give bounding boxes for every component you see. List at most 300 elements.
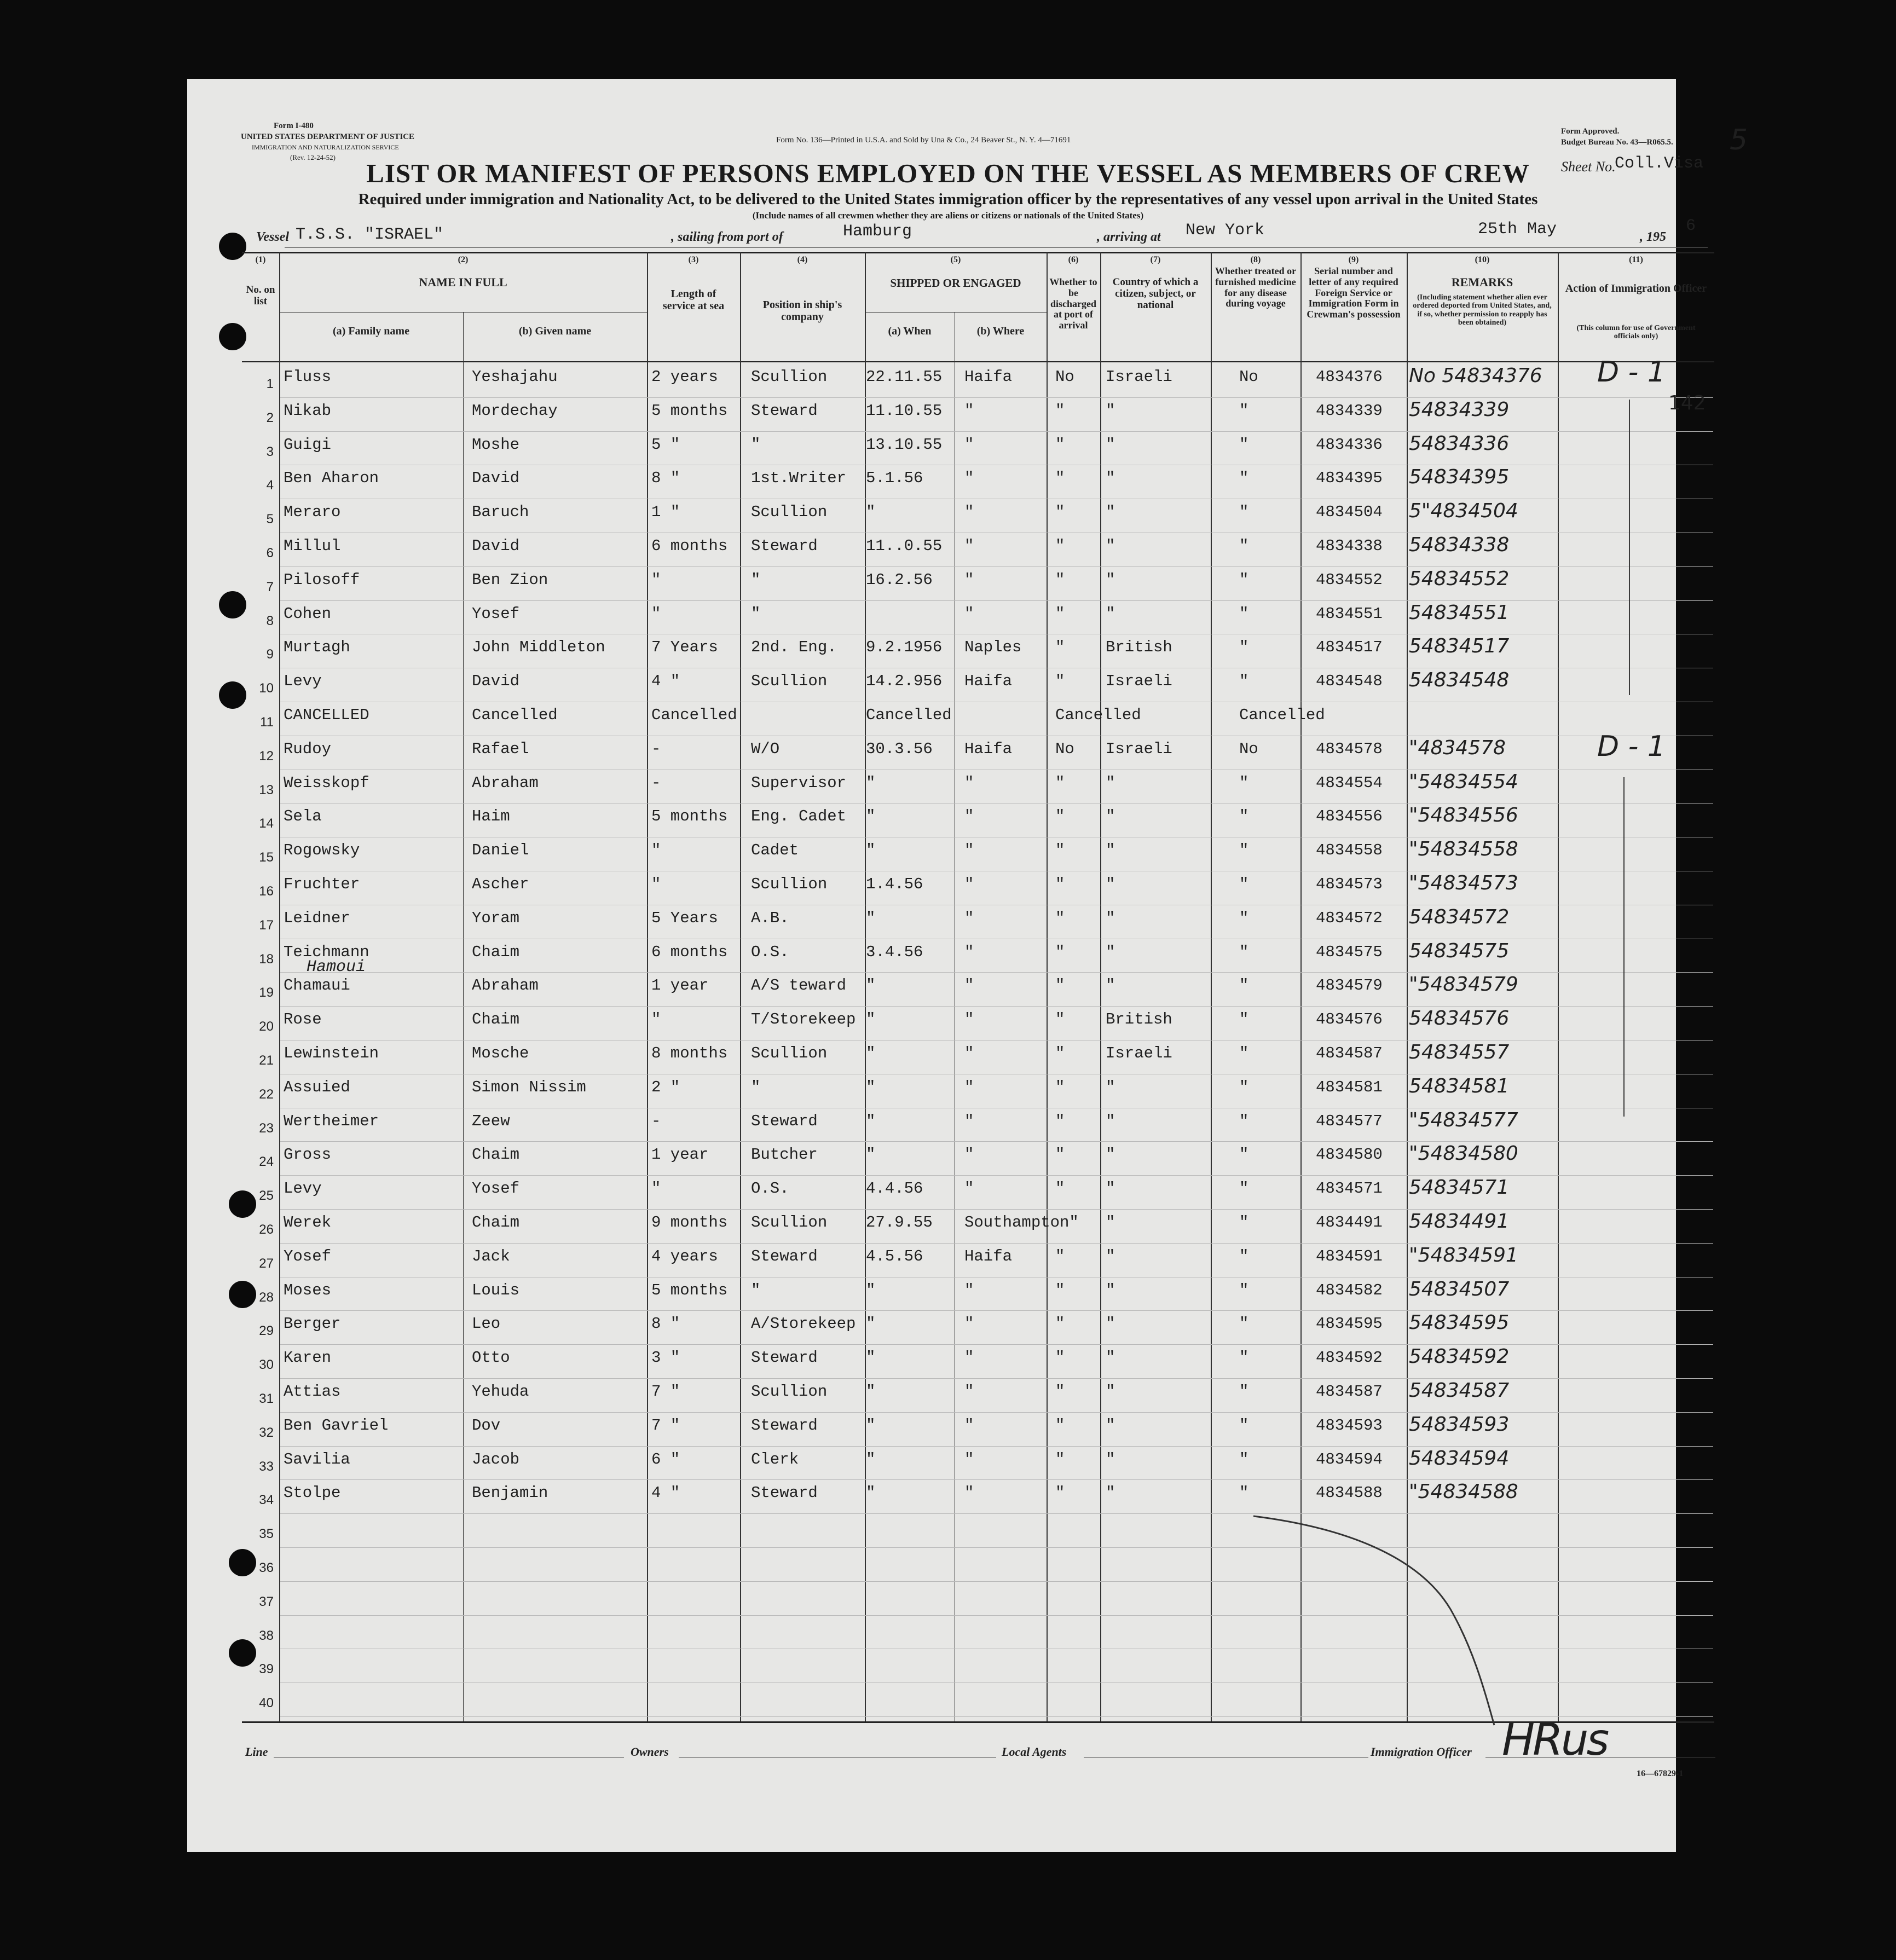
row-number: 23 <box>259 1120 274 1136</box>
family-name-cell: Ben Aharon <box>284 469 379 488</box>
row-number: 21 <box>259 1053 274 1068</box>
remarks-cell: "54834558 <box>1409 838 1518 861</box>
given-name-cell: Mosche <box>472 1044 529 1062</box>
country-cell: " <box>1106 1247 1115 1265</box>
family-name-cell: Ben Gavriel <box>284 1416 389 1435</box>
service-cell: " <box>651 841 661 860</box>
service-cell: 4 years <box>651 1247 718 1265</box>
officer-count-mark: 142 <box>1668 392 1706 414</box>
col-header-shipped: SHIPPED OR ENGAGED <box>890 276 1021 290</box>
serial-cell: 4834504 <box>1316 503 1383 522</box>
sailing-label: , sailing from port of <box>671 230 783 244</box>
discharge-cell: No <box>1055 739 1074 758</box>
shipped-when-cell: 14.2.956 <box>866 672 943 691</box>
given-name-cell: Yosef <box>472 1180 520 1198</box>
row-rule <box>280 566 1713 567</box>
col-header-name: NAME IN FULL <box>419 275 507 289</box>
service-cell: 4 " <box>651 1484 680 1502</box>
country-cell: " <box>1106 841 1115 860</box>
discharge-cell: " <box>1055 1247 1065 1265</box>
row-rule <box>280 1175 1713 1176</box>
remarks-cell: "54834580 <box>1409 1142 1518 1165</box>
empty-row-number: 40 <box>259 1696 274 1711</box>
col-header-officer-note: (This column for use of Government officials only) <box>1576 324 1696 341</box>
family-name-cell: Leidner <box>284 909 350 927</box>
row-number: 34 <box>259 1493 274 1508</box>
row-number: 14 <box>259 816 274 831</box>
position-cell: Scullion <box>751 1213 828 1231</box>
shipped-where-cell: " <box>964 469 974 488</box>
position-cell: Steward <box>751 1484 818 1502</box>
service-cell: - <box>651 1112 661 1130</box>
discharge-cell: " <box>1055 1010 1065 1029</box>
remarks-cell: 54834395 <box>1409 466 1510 489</box>
remarks-cell: 54834594 <box>1409 1447 1510 1470</box>
voyage-underline <box>285 247 1708 248</box>
officer-bracket-line <box>1629 400 1630 695</box>
medicine-cell: " <box>1239 841 1249 860</box>
given-name-cell: Otto <box>472 1349 510 1367</box>
shipped-when-cell: " <box>866 1416 876 1435</box>
binder-hole <box>219 681 246 709</box>
form-id: Form I-480 <box>274 122 314 130</box>
country-cell: " <box>1106 909 1115 927</box>
empty-row-number: 37 <box>259 1594 274 1609</box>
remarks-cell: 54834592 <box>1409 1345 1510 1368</box>
serial-cell: 4834491 <box>1316 1213 1383 1231</box>
shipped-when-cell: " <box>866 1044 876 1062</box>
serial-cell: 4834580 <box>1316 1146 1383 1164</box>
position-cell: Eng. Cadet <box>751 807 847 826</box>
discharge-cell: " <box>1055 638 1065 657</box>
col-header-medicine: Whether treated or furnished medicine for any disease during voyage <box>1215 265 1297 309</box>
row-number: 24 <box>259 1154 274 1170</box>
country-cell: " <box>1106 807 1115 826</box>
shipped-when-cell: " <box>866 1450 876 1468</box>
vessel-name: T.S.S. "ISRAEL" <box>296 226 444 244</box>
country-cell: " <box>1106 1112 1115 1130</box>
position-cell: " <box>751 1078 761 1096</box>
row-number: 12 <box>259 748 274 764</box>
given-name-cell: Chaim <box>472 1213 520 1231</box>
serial-cell: 4834595 <box>1316 1315 1383 1333</box>
country-cell: " <box>1106 1484 1115 1502</box>
family-name-cell: CANCELLED <box>284 706 369 724</box>
position-cell: 2nd. Eng. <box>751 638 837 657</box>
col-number-label: (7) <box>1150 255 1161 264</box>
remarks-cell: 54834575 <box>1409 939 1510 962</box>
remarks-cell: 54834491 <box>1409 1210 1510 1233</box>
serial-cell: 4834556 <box>1316 807 1383 826</box>
medicine-cell: " <box>1239 1281 1249 1299</box>
given-name-cell: Chaim <box>472 1146 520 1164</box>
shipped-where-cell: " <box>964 1078 974 1096</box>
remarks-cell: No 54834376 <box>1409 365 1542 387</box>
discharge-cell: " <box>1055 841 1065 860</box>
given-name-cell: Chaim <box>472 1010 520 1029</box>
country-cell: Israeli <box>1106 739 1172 758</box>
col-header-where: (b) Where <box>976 325 1025 337</box>
port-from: Hamburg <box>843 222 912 241</box>
serial-cell: 4834517 <box>1316 638 1383 657</box>
position-cell: Cadet <box>751 841 799 860</box>
service-cell: 2 " <box>651 1078 680 1096</box>
medicine-cell: " <box>1239 503 1249 522</box>
family-name-cell: Wertheimer <box>284 1112 379 1130</box>
medicine-cell: " <box>1239 1112 1249 1130</box>
row-rule <box>280 1141 1713 1142</box>
col-header-family-name: (a) Family name <box>333 325 409 337</box>
medicine-cell: " <box>1239 672 1249 691</box>
shipped-when-cell: Cancelled <box>866 706 952 724</box>
family-name-cell: Savilia <box>284 1450 350 1468</box>
family-name-cell: Moses <box>284 1281 332 1299</box>
country-cell: Israeli <box>1106 368 1172 386</box>
family-name-cell: Fluss <box>284 368 332 386</box>
col-divider <box>1211 252 1212 1721</box>
row-rule <box>280 972 1713 973</box>
row-number: 5 <box>266 512 274 527</box>
row-rule <box>280 397 1713 398</box>
row-number: 3 <box>266 444 274 459</box>
country-cell: British <box>1106 1010 1172 1029</box>
position-cell: 1st.Writer <box>751 469 847 488</box>
family-name-cell: Millul <box>284 537 341 555</box>
officer-bracket-line <box>1623 777 1625 1117</box>
family-name-cell: Nikab <box>284 401 332 420</box>
given-name-cell: John Middleton <box>472 638 605 657</box>
col-divider <box>1100 252 1101 1721</box>
service-cell: 8 " <box>651 469 680 488</box>
remarks-cell: "54834577 <box>1409 1108 1518 1131</box>
remarks-cell: 54834572 <box>1409 905 1510 928</box>
row-number: 25 <box>259 1188 274 1204</box>
discharge-cell: " <box>1055 604 1065 623</box>
family-name-cell: Karen <box>284 1349 332 1367</box>
row-rule <box>280 1446 1713 1447</box>
col-number-label: (11) <box>1629 255 1643 264</box>
service-cell: 8 " <box>651 1315 680 1333</box>
family-name-cell: Yosef <box>284 1247 332 1265</box>
discharge-cell: " <box>1055 435 1065 454</box>
shipped-where-cell: " <box>964 1112 974 1130</box>
row-number: 33 <box>259 1459 274 1474</box>
serial-cell: 4834577 <box>1316 1112 1383 1130</box>
shipped-when-cell: 9.2.1956 <box>866 638 943 657</box>
country-cell: " <box>1106 1281 1115 1299</box>
shipped-where-cell: Naples <box>964 638 1022 657</box>
serial-cell: 4834571 <box>1316 1180 1383 1198</box>
discharge-cell: " <box>1055 1416 1065 1435</box>
discharge-cell: " <box>1055 807 1065 826</box>
vessel-label: Vessel <box>256 230 289 244</box>
shipped-when-cell: 13.10.55 <box>866 435 943 454</box>
shipped-where-cell: Haifa <box>964 1247 1013 1265</box>
family-name-cell: Murtagh <box>284 638 350 657</box>
medicine-cell: " <box>1239 638 1249 657</box>
shipped-when-cell: " <box>866 1078 876 1096</box>
shipped-when-cell: " <box>866 1281 876 1299</box>
medicine-cell: " <box>1239 570 1249 589</box>
col-number-label: (4) <box>797 255 808 264</box>
service-cell: " <box>651 875 661 893</box>
serial-cell: 4834588 <box>1316 1484 1383 1502</box>
position-cell: O.S. <box>751 943 789 961</box>
country-cell: " <box>1106 1349 1115 1367</box>
shipped-where-cell: " <box>964 1416 974 1435</box>
shipped-where-cell: " <box>964 1484 974 1502</box>
sheet-label: Sheet No. <box>1561 159 1616 175</box>
family-name-cell: Levy <box>284 1180 322 1198</box>
position-cell: Clerk <box>751 1450 799 1468</box>
service-cell: " <box>651 1180 661 1198</box>
remarks-cell: 54834581 <box>1409 1074 1510 1097</box>
remarks-cell: "4834578 <box>1409 736 1506 759</box>
service-cell: " <box>651 570 661 589</box>
medicine-cell: No <box>1239 739 1258 758</box>
row-rule <box>280 1412 1713 1413</box>
given-name-cell: Daniel <box>472 841 529 860</box>
shipped-where-cell: " <box>964 570 974 589</box>
shipped-when-cell: " <box>866 1484 876 1502</box>
shipped-when-cell: " <box>866 841 876 860</box>
country-cell: " <box>1106 401 1115 420</box>
row-rule <box>280 1310 1713 1311</box>
form-revision: (Rev. 12-24-52) <box>290 153 336 161</box>
remarks-cell: 54834548 <box>1409 669 1510 692</box>
discharge-cell: " <box>1055 503 1065 522</box>
remarks-cell: 54834576 <box>1409 1007 1510 1030</box>
service-cell: 5 months <box>651 807 728 826</box>
given-name-cell: David <box>472 469 520 488</box>
col-number-label: (5) <box>950 255 961 264</box>
shipped-when-cell: " <box>866 1315 876 1333</box>
service-cell: " <box>651 604 661 623</box>
col-number-label: (6) <box>1068 255 1079 264</box>
medicine-cell: " <box>1239 773 1249 792</box>
remarks-cell: 54834551 <box>1409 601 1510 624</box>
row-number: 22 <box>259 1086 274 1102</box>
serial-cell: 4834552 <box>1316 570 1383 589</box>
col-header-discharged: Whether to be discharged at port of arrival <box>1049 276 1097 331</box>
given-name-cell: Yehuda <box>472 1383 529 1401</box>
manifest-subtitle: Required under immigration and Nationality Act, to be delivered to the United States immigration officer by the representatives of any vessel upon arrival in the United States <box>358 190 1538 208</box>
given-name-cell: Rafael <box>472 739 529 758</box>
family-name-cell: Assuied <box>284 1078 350 1096</box>
manifest-title: LIST OR MANIFEST OF PERSONS EMPLOYED ON THE VESSEL AS MEMBERS OF CREW <box>366 158 1530 188</box>
family-name-cell: Teichmann <box>284 943 369 961</box>
medicine-cell: " <box>1239 1044 1249 1062</box>
medicine-cell: " <box>1239 604 1249 623</box>
discharge-cell: " <box>1055 1383 1065 1401</box>
serial-cell: 4834578 <box>1316 739 1383 758</box>
family-name-cell: Pilosoff <box>284 570 360 589</box>
col-divider <box>1300 252 1302 1721</box>
discharge-cell: " <box>1055 1349 1065 1367</box>
serial-cell: 4834579 <box>1316 976 1383 995</box>
service-cell: 7 Years <box>651 638 718 657</box>
family-name-cell: Cohen <box>284 604 332 623</box>
given-name-cell: Yoram <box>472 909 520 927</box>
shipped-where-cell: " <box>964 773 974 792</box>
remarks-cell: "54834591 <box>1409 1244 1518 1267</box>
given-name-cell: Jacob <box>472 1450 520 1468</box>
remarks-cell: "54834554 <box>1409 770 1518 793</box>
family-name-cell: Weisskopf <box>284 773 369 792</box>
shipped-when-cell: " <box>866 1349 876 1367</box>
service-cell: 7 " <box>651 1383 680 1401</box>
row-number: 13 <box>259 782 274 797</box>
family-name-cell: Attias <box>284 1383 341 1401</box>
medicine-cell: " <box>1239 1416 1249 1435</box>
binder-hole <box>219 591 246 618</box>
family-name-cell: Berger <box>284 1315 341 1333</box>
service-cell: - <box>651 773 661 792</box>
shipped-when-cell: " <box>866 976 876 995</box>
row-rule <box>280 1006 1713 1007</box>
country-cell: " <box>1106 1416 1115 1435</box>
discharge-cell: Cancelled <box>1055 706 1141 724</box>
shipped-when-cell: 30.3.56 <box>866 739 933 758</box>
country-cell: " <box>1106 1146 1115 1164</box>
remarks-cell: 54834336 <box>1409 432 1510 455</box>
shipped-where-cell: Southampton" <box>964 1213 1079 1231</box>
service-cell: 5 " <box>651 435 680 454</box>
remarks-cell: 54834339 <box>1409 398 1510 421</box>
shipped-when-cell: " <box>866 773 876 792</box>
given-name-cell: Ascher <box>472 875 529 893</box>
row-number: 4 <box>266 478 274 493</box>
discharge-cell: " <box>1055 1078 1065 1096</box>
medicine-cell: " <box>1239 1450 1249 1468</box>
col-number-label: (1) <box>255 255 266 264</box>
shipped-where-cell: " <box>964 401 974 420</box>
position-cell: Scullion <box>751 1044 828 1062</box>
footer-officer-label: Immigration Officer <box>1371 1745 1472 1759</box>
serial-cell: 4834376 <box>1316 368 1383 386</box>
serial-cell: 4834554 <box>1316 773 1383 792</box>
country-cell: " <box>1106 570 1115 589</box>
service-cell: " <box>651 1010 661 1029</box>
service-cell: 5 months <box>651 401 728 420</box>
manifest-note: (Include names of all crewmen whether they are aliens or citizens or nationals of the United States) <box>752 210 1144 221</box>
medicine-cell: " <box>1239 1349 1249 1367</box>
col-header-remarks: REMARKS <box>1451 275 1513 289</box>
medicine-cell: " <box>1239 1010 1249 1029</box>
row-number: 6 <box>266 546 274 560</box>
medicine-cell: " <box>1239 976 1249 995</box>
medicine-cell: " <box>1239 537 1249 555</box>
given-name-cell: Yeshajahu <box>472 368 558 386</box>
serial-cell: 4834573 <box>1316 875 1383 893</box>
empty-row-number: 39 <box>259 1662 274 1677</box>
medicine-cell: " <box>1239 807 1249 826</box>
given-name-cell: David <box>472 672 520 691</box>
col-number-label: (3) <box>688 255 699 264</box>
shipped-where-cell: " <box>964 976 974 995</box>
serial-cell: 4834338 <box>1316 537 1383 555</box>
remarks-cell: "54834588 <box>1409 1481 1518 1504</box>
serial-cell: 4834551 <box>1316 604 1383 623</box>
col-header-given-name: (b) Given name <box>518 325 592 337</box>
service-name: IMMIGRATION AND NATURALIZATION SERVICE <box>252 143 399 151</box>
col-divider <box>1558 252 1559 1721</box>
row-number: 2 <box>266 410 274 425</box>
shipped-where-cell: " <box>964 943 974 961</box>
col-header-no: No. on list <box>246 284 275 307</box>
position-cell: Scullion <box>751 503 828 522</box>
serial-cell: 4834587 <box>1316 1383 1383 1401</box>
given-name-cell: Simon Nissim <box>472 1078 586 1096</box>
arriving-label: , arriving at <box>1097 230 1161 244</box>
discharge-cell: " <box>1055 1146 1065 1164</box>
remarks-cell: 54834507 <box>1409 1277 1510 1300</box>
col-header-serial: Serial number and letter of any required Foreign Service or Immigration Form in Crewman's possession <box>1307 265 1401 320</box>
family-name-cell: Lewinstein <box>284 1044 379 1062</box>
service-cell: 1 " <box>651 503 680 522</box>
discharge-cell: " <box>1055 909 1065 927</box>
shipped-where-cell: " <box>964 875 974 893</box>
family-name-cell: Werek <box>284 1213 332 1231</box>
service-cell: Cancelled <box>651 706 737 724</box>
discharge-cell: " <box>1055 1484 1065 1502</box>
medicine-cell: " <box>1239 1180 1249 1198</box>
col-header-remarks-note: (Including statement whether alien ever ordered deported from United States, and, if so, whether permission to reapply has been obtained) <box>1413 293 1552 327</box>
service-cell: - <box>651 739 661 758</box>
col-divider <box>1047 252 1048 1721</box>
col-header-position: Position in ship's company <box>762 299 842 323</box>
row-number: 29 <box>259 1323 274 1339</box>
col-divider <box>1407 252 1408 1721</box>
shipped-when-cell: 4.4.56 <box>866 1180 923 1198</box>
given-name-cell: Jack <box>472 1247 510 1265</box>
shipped-when-cell: 11.10.55 <box>866 401 943 420</box>
row-rule <box>280 431 1713 432</box>
row-number: 30 <box>259 1357 274 1373</box>
col-number-label: (8) <box>1250 255 1261 264</box>
remarks-cell: 54834593 <box>1409 1413 1510 1436</box>
service-cell: 5 months <box>651 1281 728 1299</box>
discharge-cell: " <box>1055 1180 1065 1198</box>
given-name-cell: Dov <box>472 1416 501 1435</box>
country-cell: " <box>1106 976 1115 995</box>
serial-cell: 4834582 <box>1316 1281 1383 1299</box>
budget-bureau: Budget Bureau No. 43—R065.5. <box>1561 138 1673 147</box>
medicine-cell: " <box>1239 1247 1249 1265</box>
given-name-cell: Yosef <box>472 604 520 623</box>
year-prefix: , 195 <box>1640 230 1666 244</box>
discharge-cell: " <box>1055 1044 1065 1062</box>
position-cell: Scullion <box>751 368 828 386</box>
shipped-where-cell: " <box>964 1349 974 1367</box>
position-cell: Steward <box>751 1112 818 1130</box>
family-name-cell: Rogowsky <box>284 841 360 860</box>
family-name-cell: Sela <box>284 807 322 826</box>
position-cell: Steward <box>751 1416 818 1435</box>
shipped-where-cell: " <box>964 1383 974 1401</box>
medicine-cell: Cancelled <box>1239 706 1325 724</box>
handwritten-name-correction: Hamoui <box>307 958 366 977</box>
serial-cell: 4834395 <box>1316 469 1383 488</box>
discharge-cell: " <box>1055 570 1065 589</box>
row-number: 9 <box>266 647 274 662</box>
footer-line-label: Line <box>245 1745 268 1759</box>
shipped-when-cell: 11..0.55 <box>866 537 943 555</box>
serial-cell: 4834591 <box>1316 1247 1383 1265</box>
shipped-where-cell: Haifa <box>964 672 1013 691</box>
medicine-cell: " <box>1239 1315 1249 1333</box>
country-cell: Israeli <box>1106 1044 1172 1062</box>
